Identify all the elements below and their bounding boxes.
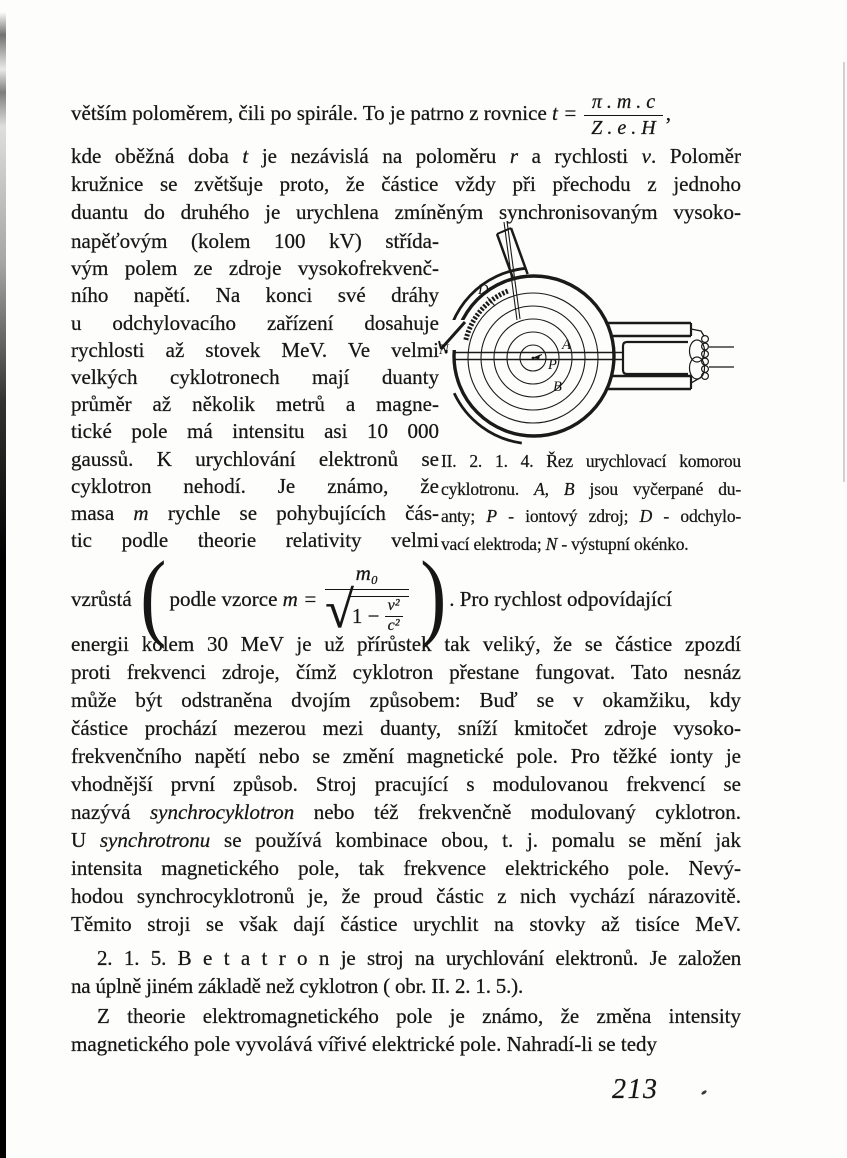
text-segment: , <box>544 478 564 499</box>
formula-lhs: t = <box>552 101 578 125</box>
text-segment: Těmito stroji se však dají částice urychlit na stovky až tisíce MeV. <box>71 912 741 936</box>
formula-lhs: m = <box>282 586 318 611</box>
text-line <box>71 228 439 255</box>
radicand-text: 1 − <box>351 604 385 629</box>
text-segment: masa <box>71 501 134 526</box>
text-line <box>71 1002 741 1030</box>
coil-loop <box>690 340 705 362</box>
line-text: větším poloměrem, čili po spirále. To je patrno z rovnice <box>71 101 553 125</box>
fraction <box>584 91 662 140</box>
coil-connection <box>691 329 704 336</box>
text-segment: částice prochází mezerou mezi duanty, sníží kmitočet zdroje vysoko- <box>71 716 741 740</box>
text-line <box>71 686 741 714</box>
text-segment: se používá kombinace obou, t. j. pomalu se mění jak <box>210 828 741 852</box>
text-segment: průměr až několik metrů a magne- <box>71 392 439 417</box>
text-segment: tické pole má intensitu asi 10 000 <box>71 419 439 444</box>
small-fraction-denominator: c² <box>387 617 400 634</box>
paragraph-cyclotron-intro <box>71 142 741 226</box>
text-segment: t <box>242 144 249 168</box>
chamber-wall <box>454 276 614 436</box>
text-segment: intensita magnetického pole, tak frekvence elektrického pole. Nevý- <box>71 856 741 880</box>
text-line <box>71 882 741 910</box>
formula-relativistic-mass: vzrůstá ( podle vzorce m = m₀ √ 1 − $\frac{\text{v²}}{\text{c²}}$ ) . Pro rychlost odpovídající <box>71 542 673 650</box>
scan-speck <box>701 1090 708 1095</box>
text-segment: cyklotronu. <box>441 478 535 499</box>
text-segment: synchrotronu <box>99 828 211 852</box>
text-segment: gaussů. K urychlování elektronů se <box>71 446 439 471</box>
text-segment: r <box>509 144 519 168</box>
text-segment: hodou synchrocyklotronů je, že proud částic z nich vychází nárazovitě. <box>71 884 741 908</box>
text-segment: tic podle theorie relativity velmi <box>71 528 439 553</box>
text-segment: rychlosti až stovek MeV. Ve velmi <box>71 337 439 362</box>
text-segment: rychle se pohybujících čás- <box>148 501 439 526</box>
text-segment: na úplně jiném základě než cyklotron ( obr. II. 2. 1. 5.). <box>71 974 523 998</box>
text-segment: u odchylovacího zařízení dosahuje <box>71 310 439 335</box>
chamber-outer-wall-lower <box>454 393 522 443</box>
text-line <box>71 770 741 798</box>
text-line <box>71 446 439 473</box>
text-line <box>71 170 741 198</box>
fraction-numerator: m₀ <box>355 561 379 586</box>
text-segment: je nezávislá na poloměru <box>248 144 510 168</box>
text-segment: a rychlosti <box>518 144 642 168</box>
text-line <box>71 910 741 938</box>
text-line <box>71 742 741 770</box>
cyclotron-figure <box>438 218 748 458</box>
text-segment: synchrocyklotron <box>149 800 295 824</box>
text-segment: napěťovým (kolem 100 kV) střída- <box>71 229 439 253</box>
text-segment: energii kolem 30 MeV je už přírůstek tak veliký, že se částice zpozdí <box>71 632 741 656</box>
text-segment: - odchylo- <box>652 506 742 526</box>
text-segment: v <box>641 144 651 168</box>
text-segment: velkých cyklotronech mají duanty <box>71 365 439 390</box>
paragraph-electromagnetic-field <box>71 1002 741 1058</box>
fraction-numerator: π . m . c <box>584 91 662 116</box>
text-segment: B <box>563 478 575 499</box>
text-line <box>71 255 439 282</box>
text-line <box>71 972 741 1000</box>
text-line <box>71 142 741 170</box>
text-line <box>71 527 439 554</box>
text-line <box>71 337 439 364</box>
text-line <box>71 658 741 686</box>
figure-label-p: P <box>548 357 557 373</box>
text-segment: duantu do druhého je urychlena zmíněným synchronisovaným vysoko- <box>71 200 741 224</box>
fraction-denominator: Z . e . H <box>591 117 656 140</box>
text-segment: - výstupní okénko. <box>557 533 689 554</box>
scan-left-edge-artifact <box>0 12 6 1158</box>
text-segment: proti frekvenci zdroje, čímž cyklotron přestane fungovat. Tato nesnáz <box>71 660 741 684</box>
text-segment: vým polem ze zdroje vysokofrekvenč- <box>71 256 439 281</box>
text-line <box>441 476 741 504</box>
chamber-channel <box>623 342 688 374</box>
radical-sign: √ <box>325 582 354 640</box>
paragraph-synchrocyclotron <box>71 630 741 938</box>
text-segment: U <box>71 828 100 852</box>
figure-label-b: B <box>553 379 562 395</box>
text-line <box>71 500 439 527</box>
paragraph-betatron <box>71 944 741 1000</box>
text-segment: cyklotron nehodí. Je známo, že <box>71 473 439 498</box>
formula-post-text: . Pro rychlost odpovídající <box>449 586 673 611</box>
text-segment: vací elektroda; <box>441 533 546 554</box>
paragraph-line-with-formula <box>71 84 747 142</box>
text-segment: Z theorie elektromagnetického pole je známo, že změna intensity <box>97 1004 741 1028</box>
text-segment: ního napětí. Na konci své dráhy <box>71 283 439 308</box>
text-line <box>71 282 439 309</box>
text-line <box>71 630 741 658</box>
text-line <box>71 473 439 500</box>
text-segment: magnetického pole vyvolává vířivé elektrické pole. Nahradí-li se tedy <box>71 1032 658 1056</box>
text-segment: anty; <box>441 506 487 526</box>
text-line <box>71 826 741 854</box>
small-fraction-numerator: v² <box>385 598 403 617</box>
text-segment: nebo též frekvenčně modulovaný cyklotron. <box>294 800 741 824</box>
line-text: , <box>665 101 671 125</box>
formula-pre-text: vzrůstá <box>71 586 137 611</box>
text-line <box>71 798 741 826</box>
page-number: 213 <box>612 1074 659 1105</box>
figure-caption <box>441 448 741 558</box>
text-segment: jsou vyčerpané du- <box>574 478 741 499</box>
text-line <box>71 714 741 742</box>
text-segment: vhodnější první způsob. Stroj pracující s modulovanou frekvencí se <box>71 772 741 796</box>
text-segment: kružnice se zvětšuje proto, že částice vždy při přechodu z jednoho <box>71 172 741 196</box>
figure-label-a: A <box>562 337 571 353</box>
formula-inner-text: podle vzorce <box>169 586 283 611</box>
text-line <box>71 391 439 418</box>
text-line <box>71 854 741 882</box>
text-line <box>441 503 741 531</box>
text-segment: m <box>133 501 149 526</box>
text-segment: A <box>534 478 545 499</box>
text-segment: N <box>545 533 558 554</box>
text-segment: 2. 1. 5. B e t a t r o n je stroj na urychlování elektronů. Je založen <box>97 946 741 970</box>
coil-turn <box>702 336 709 343</box>
text-segment: frekvenčního napětí nebo se změní magnetické pole. Pro těžké ionty je <box>71 744 741 768</box>
text-segment: může být odstraněna dvojím způsobem: Buď se v okamžiku, kdy <box>71 688 741 712</box>
text-segment: II. 2. 1. 4. Řez urychlovací komorou <box>441 451 741 471</box>
text-segment: kde oběžná doba <box>71 144 243 168</box>
text-line <box>441 448 741 476</box>
text-segment: . Poloměr <box>650 144 741 168</box>
left-column-text <box>71 228 439 554</box>
figure-label-d: D <box>478 282 489 298</box>
text-line <box>71 310 439 337</box>
fraction <box>325 561 408 640</box>
text-line <box>71 1030 741 1058</box>
text-segment: nazývá <box>71 800 150 824</box>
text-line <box>71 418 439 445</box>
text-line <box>71 364 439 391</box>
figure-label-n: N <box>439 342 449 358</box>
scan-right-edge-artifact <box>843 62 845 482</box>
text-segment: P <box>486 506 497 526</box>
text-line <box>71 944 741 972</box>
text-segment: D <box>639 506 653 526</box>
text-segment: - iontový zdroj; <box>496 506 640 526</box>
